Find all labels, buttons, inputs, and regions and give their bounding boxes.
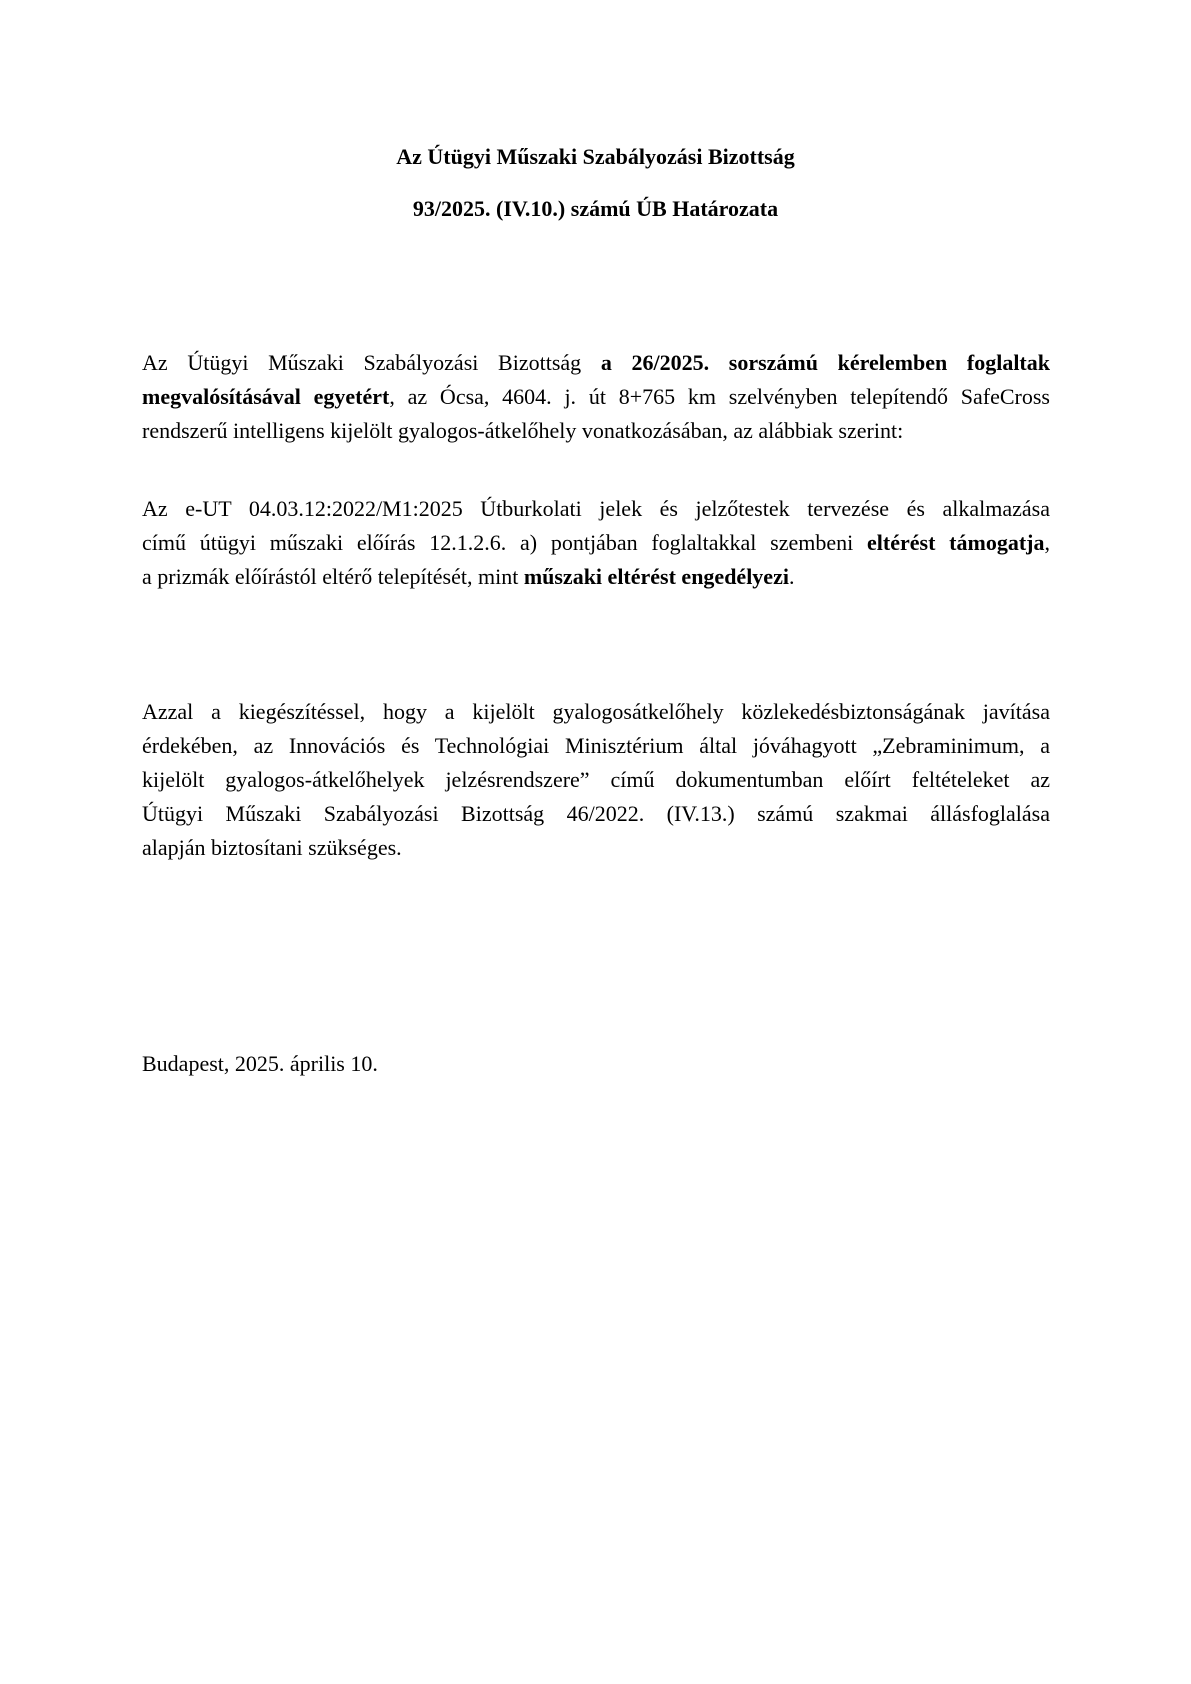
text-line — [142, 346, 1050, 380]
place-and-date — [142, 1047, 1050, 1081]
bold-text: műszaki eltérést engedélyezi — [523, 564, 789, 589]
text-line: Útügyi Műszaki Szabályozási Bizottság 46/2022. (IV.13.) számú szakmai állásfoglalása — [142, 801, 1050, 826]
text-run: a prizmák előírástól eltérő telepítését, mint — [142, 564, 524, 589]
text-line: rendszerű intelligens kijelölt gyalogos-átkelőhely vonatkozásában, az alábbiak szerint: — [142, 418, 904, 443]
text-line: Budapest, 2025. április 10. — [142, 1051, 378, 1076]
bold-text: eltérést támogatja — [867, 530, 1045, 555]
text-line: Azzal a kiegészítéssel, hogy a kijelölt gyalogosátkelőhely közlekedésbiztonságának javítása — [142, 699, 1050, 724]
document-title: Az Útügyi Műszaki Szabályozási Bizottság — [396, 144, 795, 169]
paragraph-deviation — [142, 492, 1050, 594]
text-run: Az Útügyi Műszaki Szabályozási Bizottság — [142, 350, 601, 375]
resolution-number: 93/2025. (IV.10.) számú ÚB Határozata — [412, 196, 779, 221]
paragraph-decision — [142, 346, 1050, 448]
text-run: , — [1044, 530, 1050, 555]
text-run: . — [788, 564, 795, 589]
text-line: érdekében, az Innovációs és Technológiai Minisztérium által jóváhagyott „Zebraminimum, a — [142, 733, 1050, 758]
text-run: , az Ócsa, 4604. j. út 8+765 km szelvényben telepítendő SafeCross — [389, 384, 1050, 409]
paragraph-supplement — [142, 695, 1050, 865]
text-line — [142, 526, 1050, 560]
text-run: című útügyi műszaki előírás 12.1.2.6. a) pontjában foglaltakkal szembeni — [142, 530, 868, 555]
text-line: Az e-UT 04.03.12:2022/M1:2025 Útburkolati jelek és jelzőtestek tervezése és alkalmazása — [142, 496, 1050, 521]
bold-text: a 26/2025. sorszámú kérelemben foglaltak — [600, 350, 1050, 375]
text-line — [142, 380, 1050, 414]
text-line: alapján biztosítani szükséges. — [142, 835, 402, 860]
text-line: kijelölt gyalogos-átkelőhelyek jelzésrendszere” című dokumentumban előírt feltételeket az — [142, 767, 1050, 792]
text-line — [142, 560, 1050, 594]
bold-text: megvalósításával egyetért — [142, 384, 390, 409]
